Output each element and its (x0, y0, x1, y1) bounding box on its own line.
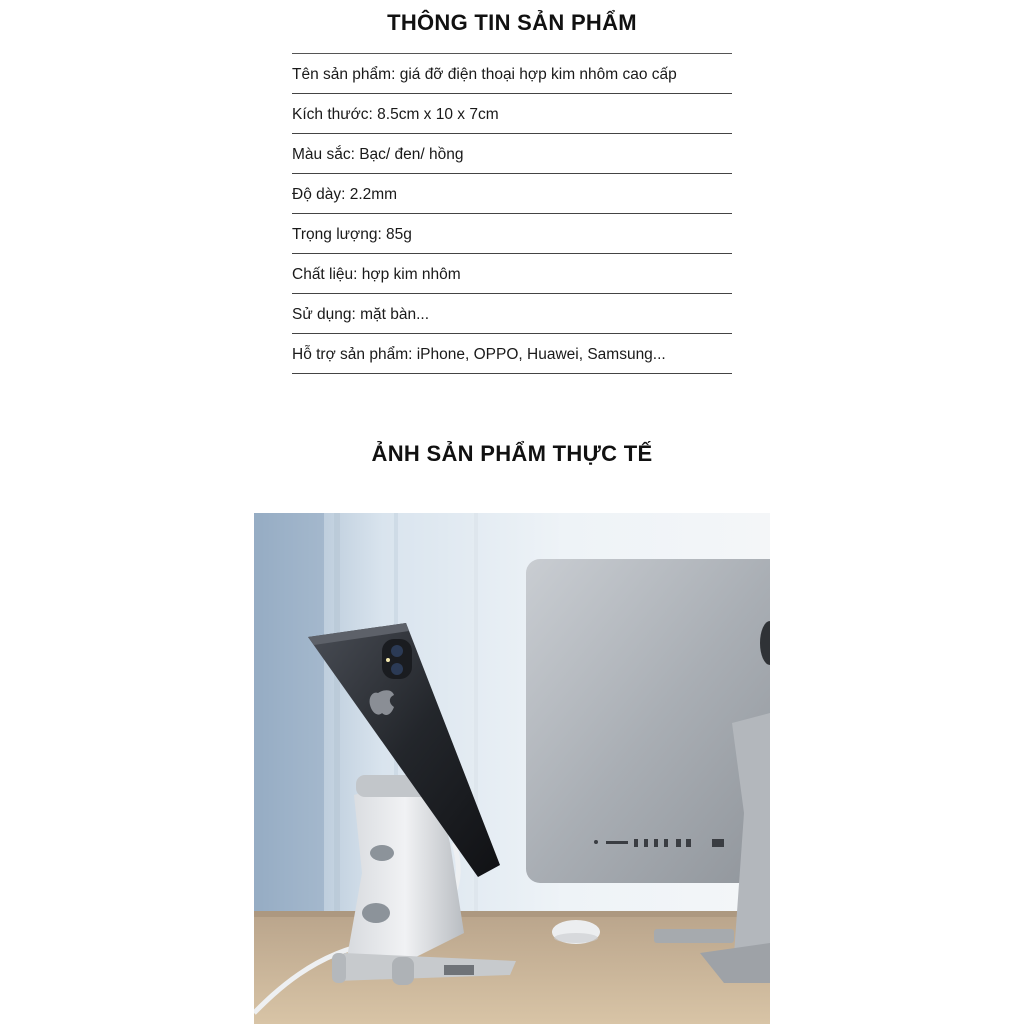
spec-row-usage: Sử dụng: mặt bàn... (292, 294, 732, 334)
specs-heading: THÔNG TIN SẢN PHẨM (387, 10, 637, 35)
product-photo (254, 513, 770, 1024)
spec-row-material: Chất liệu: hợp kim nhôm (292, 254, 732, 294)
spec-row-weight: Trọng lượng: 85g (292, 214, 732, 254)
specs-table (292, 53, 732, 374)
spec-row-name: Tên sản phẩm: giá đỡ điện thoại hợp kim nhôm cao cấp (292, 54, 732, 94)
spec-row-size: Kích thước: 8.5cm x 10 x 7cm (292, 94, 732, 134)
spec-row-color: Màu sắc: Bạc/ đen/ hồng (292, 134, 732, 174)
spec-row-support: Hỗ trợ sản phẩm: iPhone, OPPO, Huawei, Samsung... (292, 334, 732, 374)
spec-row-thickness: Độ dày: 2.2mm (292, 174, 732, 214)
photos-heading: ẢNH SẢN PHẨM THỰC TẾ (371, 441, 653, 466)
